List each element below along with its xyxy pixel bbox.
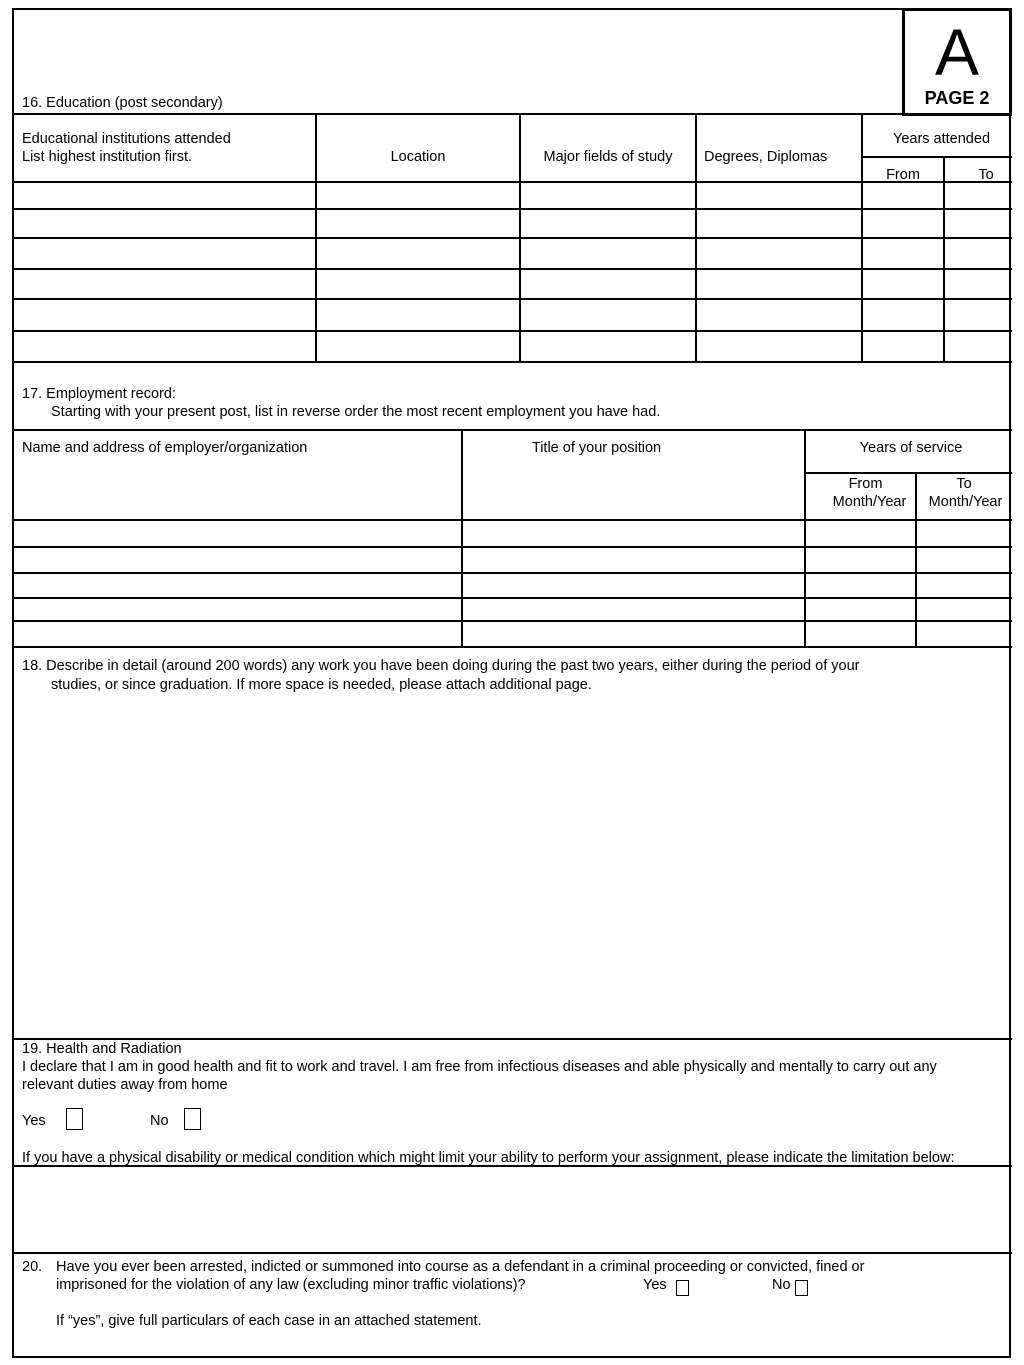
employment-section-instructions: Starting with your present post, list in reverse order the most recent employment you have had.: [51, 404, 661, 420]
col-position-title-label: Title of your position: [531, 440, 662, 456]
divider: [12, 646, 1012, 648]
work-description-prompt-cont: studies, or since graduation. If more space is needed, please attach additional page.: [51, 677, 592, 693]
col-major-label: Major fields of study: [543, 149, 673, 165]
col-institutions-note: List highest institution first.: [22, 149, 193, 165]
col-institutions-label: Educational institutions attended: [22, 131, 231, 147]
divider: [861, 113, 863, 361]
divider: [12, 1252, 1012, 1254]
divider: [461, 429, 463, 646]
criminal-no-label: No: [772, 1277, 791, 1293]
col-to-label: To: [978, 167, 994, 183]
col-to-label: To: [956, 476, 972, 492]
criminal-no-checkbox[interactable]: [795, 1280, 808, 1296]
divider: [12, 361, 1012, 363]
criminal-yes-checkbox[interactable]: [676, 1280, 689, 1296]
annex-letter: A: [934, 15, 980, 89]
divider: [12, 546, 1012, 548]
divider: [695, 113, 697, 361]
divider: [943, 156, 945, 361]
employment-section-title: 17. Employment record:: [22, 386, 176, 402]
health-no-checkbox[interactable]: [184, 1108, 201, 1130]
divider: [12, 429, 1012, 431]
divider: [804, 429, 806, 646]
col-from-label: From: [886, 167, 920, 183]
health-declaration: I declare that I am in good health and fit to work and travel. I am free from infectious diseases and able physically and mentally to carry out any: [22, 1059, 937, 1075]
col-degrees-label: Degrees, Diplomas: [704, 149, 828, 165]
divider: [804, 472, 1012, 474]
page-number: PAGE 2: [924, 88, 990, 108]
col-years-attended-label: Years attended: [892, 131, 991, 147]
col-years-of-service-label: Years of service: [859, 440, 963, 456]
col-employer-label: Name and address of employer/organization: [22, 440, 308, 456]
health-no-label: No: [150, 1113, 169, 1129]
divider: [12, 519, 1012, 521]
health-section-title: 19. Health and Radiation: [22, 1041, 182, 1057]
health-yes-label: Yes: [22, 1113, 46, 1129]
divider: [12, 113, 902, 115]
criminal-yes-label: Yes: [643, 1277, 667, 1293]
criminal-question-number: 20.: [22, 1259, 43, 1275]
criminal-particulars-note: If “yes”, give full particulars of each case in an attached statement.: [56, 1313, 482, 1329]
divider: [12, 597, 1012, 599]
col-location-label: Location: [390, 149, 446, 165]
page-badge: [902, 8, 1012, 116]
divider: [12, 572, 1012, 574]
work-description-prompt: 18. Describe in detail (around 200 words) any work you have been doing during the past two years, either during the period of your: [22, 658, 860, 674]
health-declaration-cont: relevant duties away from home: [22, 1077, 228, 1093]
divider: [12, 1165, 1012, 1167]
criminal-question: Have you ever been arrested, indicted or summoned into course as a defendant in a criminal proceeding or convicted, fined or: [56, 1259, 865, 1275]
divider: [861, 156, 1012, 158]
health-yes-checkbox[interactable]: [66, 1108, 83, 1130]
col-from-label: From: [848, 476, 883, 492]
criminal-question-cont: imprisoned for the violation of any law (excluding minor traffic violations)?: [56, 1277, 526, 1293]
education-section-title: 16. Education (post secondary): [22, 95, 223, 111]
divider: [12, 620, 1012, 622]
disability-prompt: If you have a physical disability or medical condition which might limit your ability to perform your assignment, please indicate the limitation below:: [22, 1150, 955, 1166]
col-from-month-year-label: Month/Year: [832, 494, 907, 510]
col-to-month-year-label: Month/Year: [928, 494, 1003, 510]
